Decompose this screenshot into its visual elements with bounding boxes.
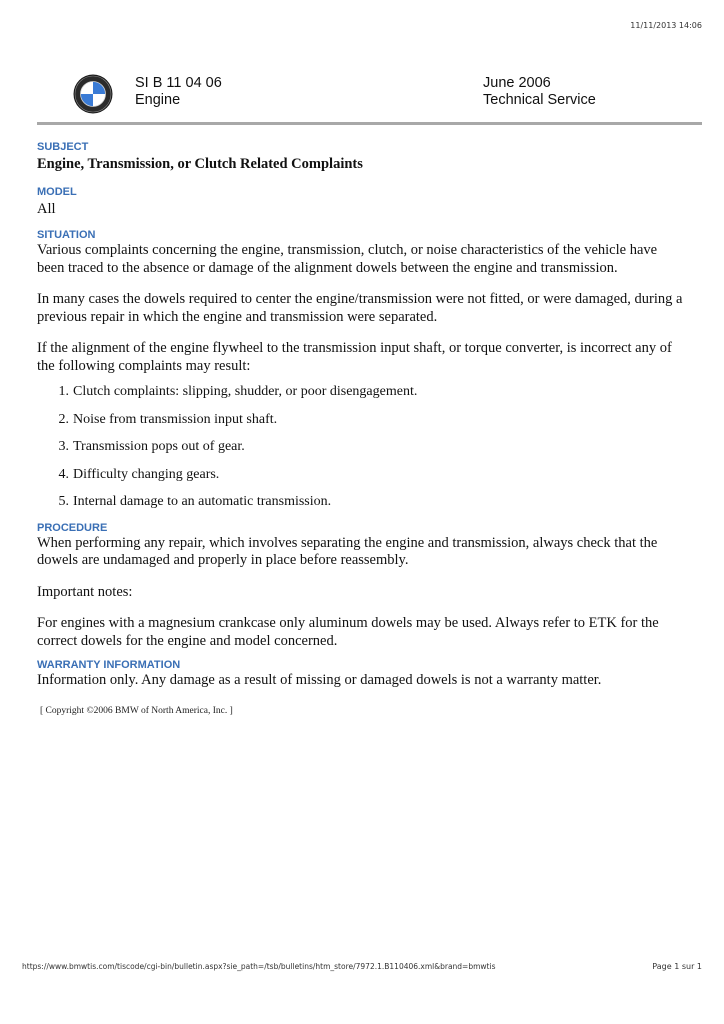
bulletin-category: Engine <box>135 92 181 108</box>
bulletin-date: June 2006 <box>483 75 551 91</box>
procedure-paragraph-3: For engines with a magnesium crankcase only aluminum dowels may be used. Always refer to ETK for the correct dowels for the engine and model concerned. <box>37 615 659 649</box>
situation-label: SITUATION <box>37 229 96 241</box>
list-item: 4. Difficulty changing gears. <box>58 466 220 482</box>
footer-url: https://www.bmwtis.com/tiscode/cgi-bin/bulletin.aspx?sie_path=/tsb/bulletins/htm_store/7972.1.B110406.xml&brand=bmwtis <box>22 962 496 971</box>
list-item: 5. Internal damage to an automatic transmission. <box>58 494 332 509</box>
complaints-list <box>37 383 687 510</box>
bulletin-number: SI B 11 04 06 <box>135 75 222 91</box>
bulletin-body <box>37 140 687 716</box>
procedure-label: PROCEDURE <box>37 521 108 534</box>
page-number: Page 1 sur 1 <box>652 962 702 971</box>
bmw-roundel-icon <box>73 74 113 114</box>
bulletin-header-right <box>483 75 596 109</box>
header-divider <box>37 122 702 125</box>
bulletin-department: Technical Service <box>483 92 596 108</box>
subject-label: SUBJECT <box>37 141 89 153</box>
situation-paragraph-1: Various complaints concerning the engine, transmission, clutch, or noise characteristics of the vehicle have been traced to the absence or damage of the alignment dowels between the engine and transmission. <box>37 242 658 276</box>
bulletin-header-left <box>135 75 222 109</box>
warranty-label: WARRANTY INFORMATION <box>37 659 181 671</box>
warranty-text: Information only. Any damage as a result of missing or damaged dowels is not a warranty matter. <box>37 672 602 688</box>
list-item: 3. Transmission pops out of gear. <box>58 439 245 454</box>
list-item: 1. Clutch complaints: slipping, shudder, or poor disengagement. <box>58 384 418 399</box>
model-text: All <box>37 201 56 217</box>
procedure-paragraph-1: When performing any repair, which involves separating the engine and transmission, always check that the dowels are undamaged and properly in place before reassembly. <box>37 534 658 568</box>
situation-paragraph-2: In many cases the dowels required to center the engine/transmission were not fitted, or were damaged, during a previous repair in which the engine and transmission were separated. <box>37 291 683 325</box>
model-label: MODEL <box>37 186 77 198</box>
print-timestamp: 11/11/2013 14:06 <box>630 21 702 30</box>
situation-paragraph-3: If the alignment of the engine flywheel to the transmission input shaft, or torque converter, is incorrect any of the following complaints may result: <box>37 340 672 374</box>
copyright-notice: [ Copyright ©2006 BMW of North America, Inc. ] <box>40 705 233 716</box>
procedure-paragraph-2: Important notes: <box>37 583 133 600</box>
list-item: 2. Noise from transmission input shaft. <box>58 411 278 427</box>
subject-text: Engine, Transmission, or Clutch Related Complaints <box>37 156 363 172</box>
